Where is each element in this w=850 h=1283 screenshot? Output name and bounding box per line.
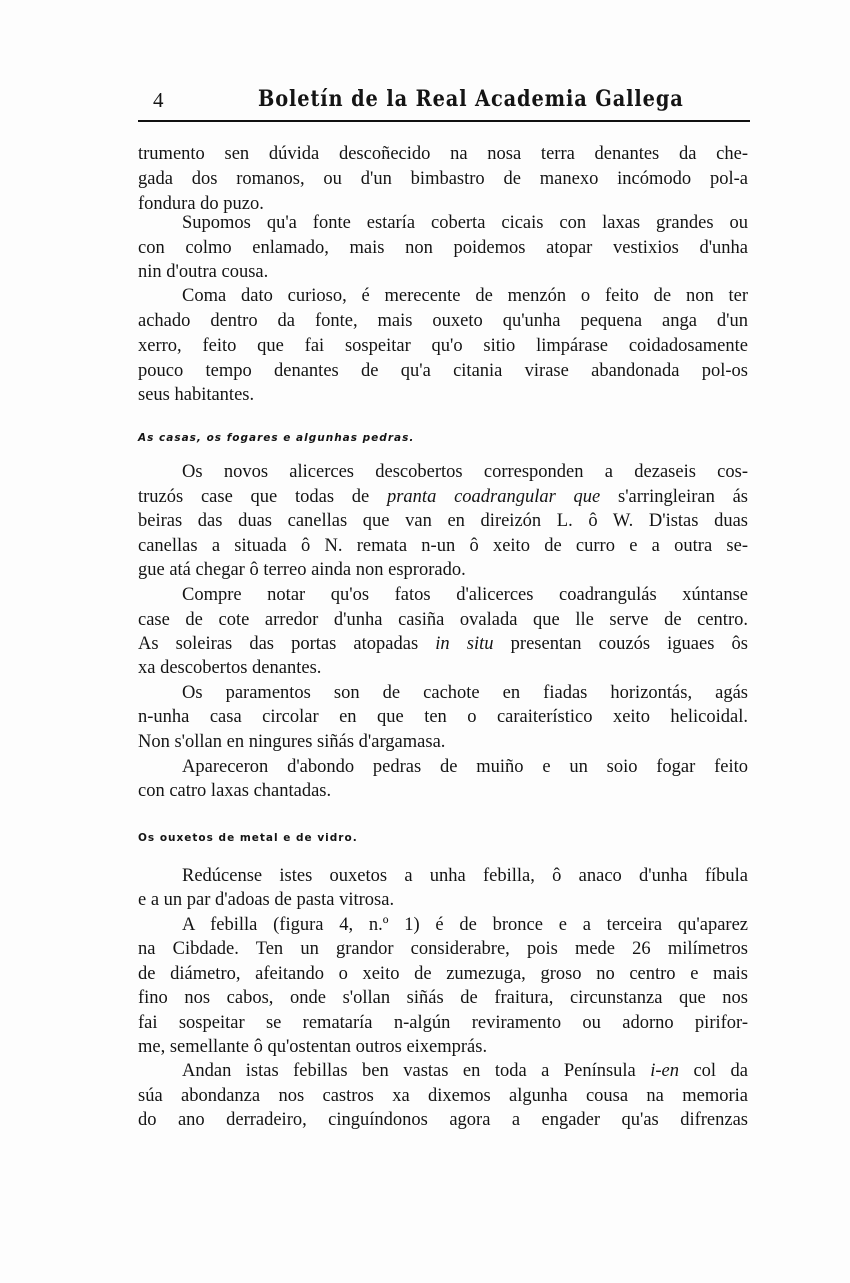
text-segment: s'arringleiran ás [600, 487, 748, 507]
text-line: Compre notar qu'os fatos d'alicerces coadrangulás xúntanse [182, 585, 748, 605]
text-line: seus habitantes. [138, 385, 255, 405]
text-segment: presentan couzós iguaes ôs [493, 634, 749, 654]
text-line: gue atá chegar ô terreo ainda non esprorado. [138, 560, 466, 580]
italic-text: pranta coadrangular que [386, 487, 601, 507]
text-line: e a un par d'adoas de pasta vitrosa. [138, 890, 395, 910]
text-line: Apareceron d'abondo pedras de muiño e un soio fogar feito [182, 757, 748, 777]
section-heading: Os ouxetos de metal e de vidro. [138, 832, 358, 844]
text-line: achado dentro da fonte, mais ouxeto qu'unha pequena anga d'un [138, 311, 748, 331]
text-line: de diámetro, afeitando o xeito de zumezuga, groso no centro e mais [138, 964, 748, 984]
text-line: Redúcense istes ouxetos a unha febilla, ô anaco d'unha fíbula [182, 866, 748, 886]
text-line: xa descobertos denantes. [138, 658, 322, 678]
text-segment: As soleiras das portas atopadas [138, 634, 436, 654]
text-segment: col da [679, 1061, 748, 1081]
text-line: case de cote arredor d'unha casiña ovalada que lle serve de centro. [138, 610, 748, 630]
text-line: Os novos alicerces descobertos corresponden a dezaseis cos- [182, 462, 748, 482]
text-line: pouco tempo denantes de qu'a citania virase abandonada pol-os [138, 361, 748, 381]
running-title: Boletín de la Real Academia Gallega [258, 86, 684, 112]
text-line: súa abondanza nos castros xa dixemos algunha cousa na memoria [138, 1086, 748, 1106]
text-line: beiras das duas canellas que van en direizón L. ô W. D'istas duas [138, 511, 748, 531]
text-line: na Cibdade. Ten un grandor considerabre, pois mede 26 milímetros [138, 939, 748, 959]
text-line: trumento sen dúvida descoñecido na nosa terra denantes da che- [138, 144, 748, 164]
text-line: Supomos qu'a fonte estaría coberta cicais con laxas grandes ou [182, 213, 748, 233]
text-line [138, 486, 748, 508]
text-line: con catro laxas chantadas. [138, 781, 332, 801]
text-line: canellas a situada ô N. remata n-un ô xeito de curro e a outra se- [138, 536, 748, 556]
text-segment: Andan istas febillas ben vastas en toda a Península [182, 1061, 651, 1081]
page-number: 4 [153, 88, 164, 112]
text-line: gada dos romanos, ou d'un bimbastro de manexo incómodo pol-a [138, 169, 748, 189]
text-line: fai sospeitar se remataría n-algún reviramento ou adorno pirifor- [138, 1013, 748, 1033]
text-line: me, semellante ô qu'ostentan outros eixemprás. [138, 1037, 488, 1057]
text-line: A febilla (figura 4, n.º 1) é de bronce e a terceira qu'aparez [182, 915, 748, 935]
text-line: do ano derradeiro, cinguíndonos agora a engader qu'as difrenzas [138, 1110, 748, 1130]
text-line: fino nos cabos, onde s'ollan siñás de fraitura, circunstanza que nos [138, 988, 748, 1008]
text-line: xerro, feito que fai sospeitar qu'o sitio limpárase coidadosamente [138, 336, 748, 356]
section-heading: As casas, os fogares e algunhas pedras. [138, 432, 415, 444]
italic-text: i-en [650, 1061, 679, 1081]
header-rule [138, 120, 750, 122]
text-line: Os paramentos son de cachote en fiadas horizontás, agás [182, 683, 748, 703]
text-line: con colmo enlamado, mais non poidemos atopar vestixios d'unha [138, 238, 748, 258]
text-line [138, 1060, 748, 1082]
text-segment: truzós case que todas de [138, 487, 387, 507]
text-line: n-unha casa circolar en que ten o caraiterístico xeito helicoidal. [138, 707, 748, 727]
text-line: Non s'ollan en ningures siñás d'argamasa. [138, 732, 446, 752]
text-line: nin d'outra cousa. [138, 262, 269, 282]
text-line: Coma dato curioso, é merecente de menzón o feito de non ter [182, 286, 748, 306]
text-line: fondura do puzo. [138, 194, 264, 214]
text-line [138, 633, 748, 655]
italic-text: in situ [435, 634, 494, 654]
